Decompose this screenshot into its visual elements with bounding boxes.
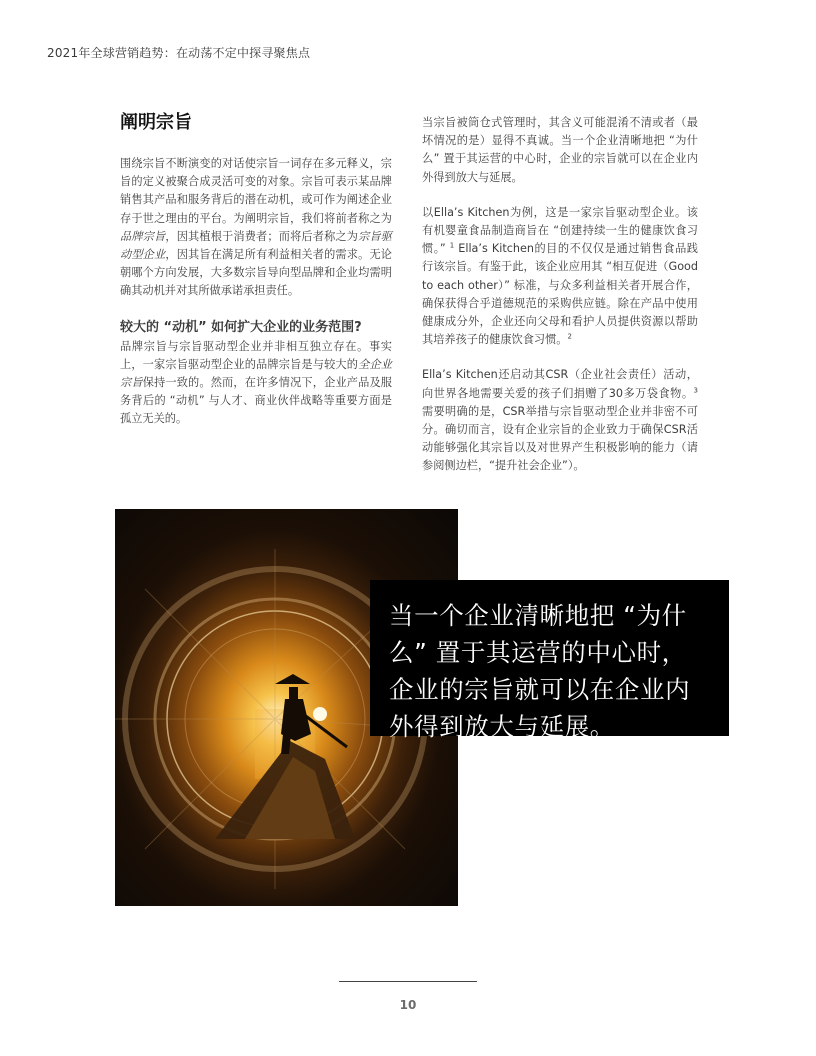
page-number: 10: [399, 998, 417, 1012]
footnote-ref[interactable]: 1: [449, 241, 455, 250]
running-header: 2021年全球营销趋势：在动荡不定中探寻聚焦点: [47, 46, 311, 60]
footer-divider: [339, 981, 477, 982]
right-column: [422, 114, 698, 493]
footnote-ref[interactable]: 2: [567, 332, 572, 341]
right-paragraph-1: 当宗旨被筒仓式管理时，其含义可能混淆不清或者（最坏情况的是）显得不真诚。当一个企业清晰地把 “为什么” 置于其运营的中心时，企业的宗旨就可以在企业内外得到放大与延展。: [422, 116, 698, 184]
intro-paragraph: 围绕宗旨不断演变的对话使宗旨一词存在多元释义，宗旨的定义被聚合成灵活可变的对象。宗旨可表示某品牌销售其产品和服务背后的潜在动机，或可作为阐述企业存于世之理由的平台。为阐明宗旨，我们将前者称之为品牌宗旨，因其植根于消费者；而将后者称之为宗旨驱动型企业，因其旨在满足所有利益相关者的需求。无论朝哪个方向发展，大多数宗旨导向型品牌和企业均需明确其动机并对其所做承诺承担责任。: [120, 157, 392, 298]
right-paragraph-3: Ella’s Kitchen还启动其CSR（企业社会责任）活动，向世界各地需要关爱的孩子们捐赠了30多万袋食物。$^3$需要明确的是，CSR举措与宗旨驱动型企业并非密不可分。确切而言，设有企业宗旨的企业致力于确保CSR活动能够强化其宗旨以及对世界产生积极影响的能力（请参阅侧边栏，“提升社会企业”）。: [422, 368, 698, 473]
term-brand-purpose: 品牌宗旨: [120, 229, 166, 243]
pull-quote-box: [370, 580, 729, 741]
right-paragraph-2: 以Ella’s Kitchen为例，这是一家宗旨驱动型企业。该有机婴童食品制造商旨在 “创建持续一生的健康饮食习惯。” $^1$ Ella’s Kitchen的目的不仅仅是通过销售食品践行该宗旨。有鉴于此，该企业应用其 “相互促进（Good to each other）” 标准，与众多利益相关者开展合作，确保获得合乎道德规范的采购供应链。除在产品中使用健康成分外，企业还向父母和看护人员提供资源以帮助其培养孩子的健康饮食习惯。$^2$: [422, 205, 698, 347]
section-heading: 阐明宗旨: [120, 112, 192, 133]
left-column: [120, 110, 392, 446]
footnote-ref[interactable]: 3: [693, 385, 698, 394]
term-enterprise-purpose: 全企业宗旨: [120, 357, 392, 390]
subsection-paragraph: 品牌宗旨与宗旨驱动型企业并非相互独立存在。事实上，一家宗旨驱动型企业的品牌宗旨是与较大的全企业宗旨保持一致的。然而，在许多情况下，企业产品及服务背后的 “动机” 与人才、商业伙伴战略等重要方面是孤立无关的。: [120, 339, 392, 426]
term-purpose-driven-enterprise: 宗旨驱动型企业: [120, 229, 392, 262]
pull-quote-text: 当一个企业清晰地把 “为什么” 置于其运营的中心时，企业的宗旨就可以在企业内外得到放大与延展。: [389, 601, 691, 741]
subheading: 较大的 “动机” 如何扩大企业的业务范围?: [120, 319, 362, 335]
